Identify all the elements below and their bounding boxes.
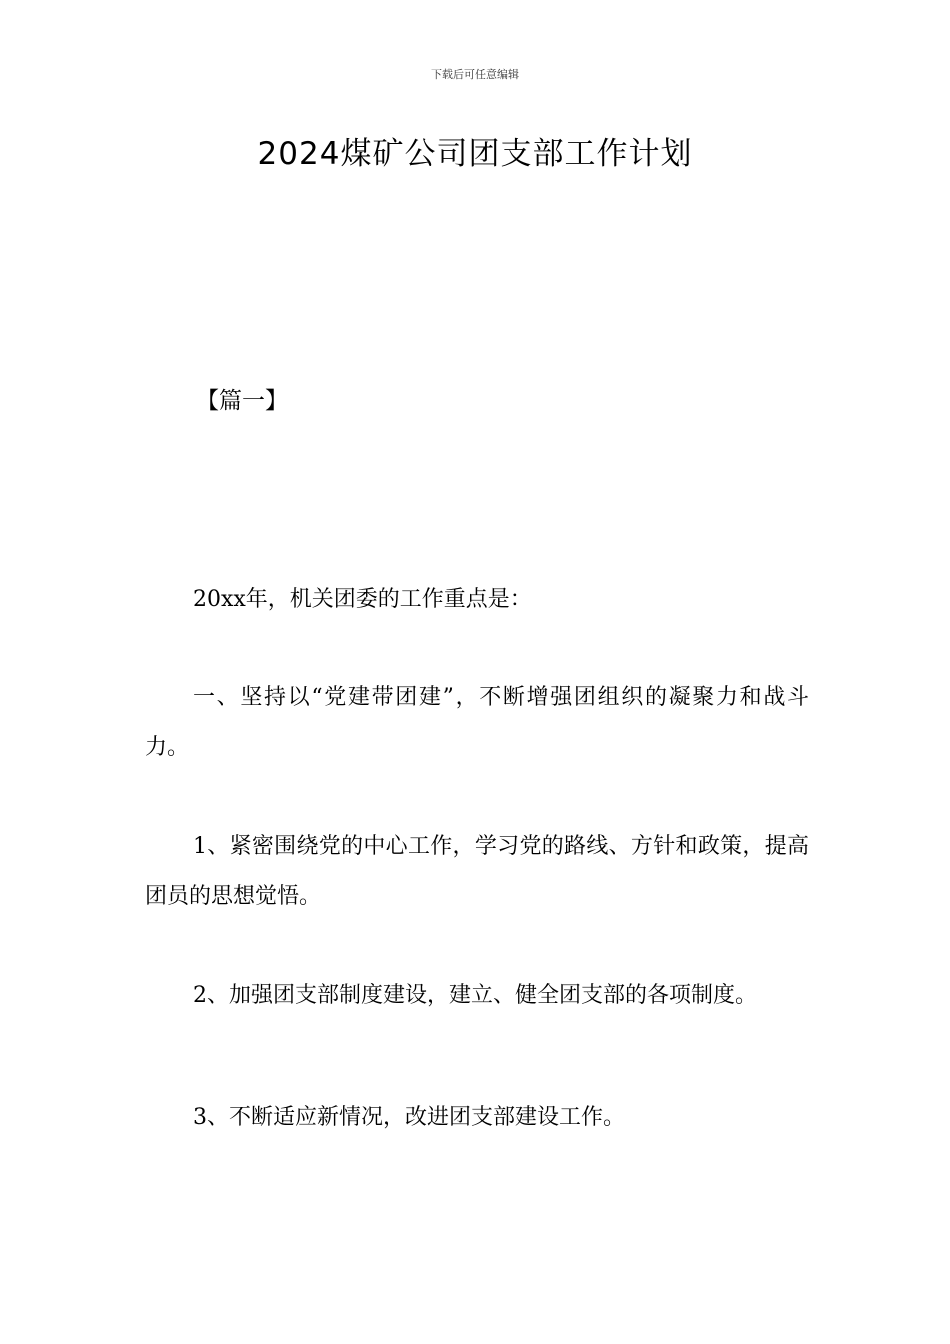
paragraph-item-1: 1、紧密围绕党的中心工作，学习党的路线、方针和政策，提高团员的思想觉悟。	[145, 834, 809, 909]
document-title: 2024煤矿公司团支部工作计划	[257, 136, 693, 172]
paragraph-intro: 20xx年，机关团委的工作重点是：	[193, 587, 532, 612]
header-note: 下载后可任意编辑	[431, 68, 519, 81]
paragraph-item-2: 2、加强团支部制度建设，建立、健全团支部的各项制度。	[193, 983, 757, 1008]
paragraph-item-3: 3、不断适应新情况，改进团支部建设工作。	[193, 1105, 625, 1130]
section-label: 【篇一】	[196, 388, 288, 414]
paragraph-point-one: 一、坚持以“党建带团建”，不断增强团组织的凝聚力和战斗力。	[145, 685, 809, 760]
